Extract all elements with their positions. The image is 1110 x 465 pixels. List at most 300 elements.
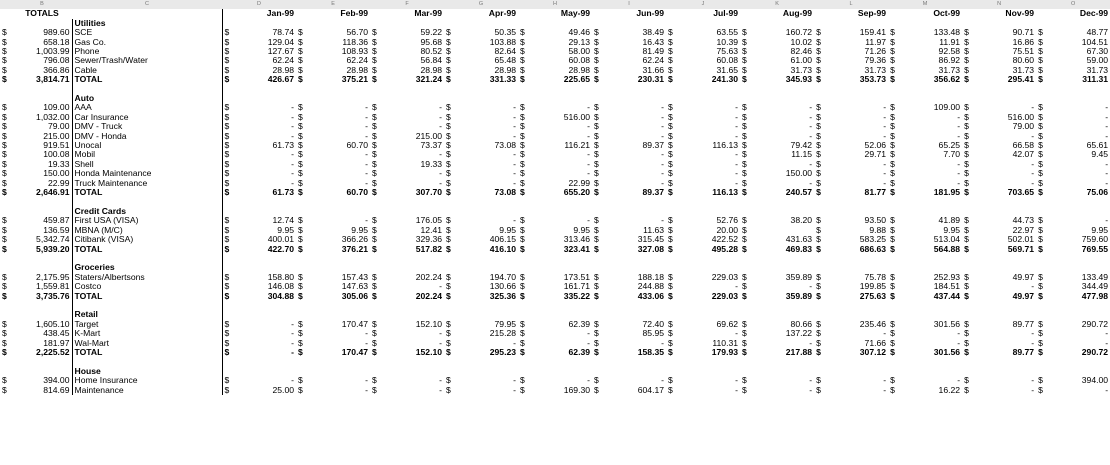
row-label-cell[interactable]: Target xyxy=(72,320,222,329)
month-value-cell[interactable]: 31.73 xyxy=(864,64,887,75)
month-value-cell[interactable]: - xyxy=(1105,177,1109,188)
month-value-cell[interactable]: - xyxy=(661,102,665,113)
month-value-cell[interactable]: 71.66 xyxy=(864,337,887,348)
month-value-cell[interactable]: - xyxy=(513,111,517,122)
month-value-cell[interactable]: - xyxy=(661,130,665,141)
month-value-cell[interactable]: - xyxy=(735,281,739,292)
month-value-cell[interactable]: 49.97 xyxy=(1012,271,1035,282)
month-value-cell[interactable]: - xyxy=(365,337,369,348)
row-total-cell[interactable]: 22.99 xyxy=(12,179,72,188)
month-value-cell[interactable]: 158.80 xyxy=(267,271,295,282)
month-value-cell[interactable]: - xyxy=(513,158,517,169)
month-value-cell[interactable]: 72.40 xyxy=(642,318,665,329)
month-value-cell[interactable]: 759.60 xyxy=(1081,234,1109,245)
month-value-cell[interactable]: 252.93 xyxy=(933,271,961,282)
month-value-cell[interactable]: 290.72 xyxy=(1081,318,1109,329)
month-value-cell[interactable]: 229.03 xyxy=(711,271,739,282)
month-value-cell[interactable]: 10.39 xyxy=(716,36,739,47)
month-value-cell[interactable]: - xyxy=(365,375,369,386)
month-value-cell[interactable]: 181.95 xyxy=(933,187,961,198)
row-total-cell[interactable]: 989.60 xyxy=(12,28,72,37)
month-value-cell[interactable]: 63.55 xyxy=(716,27,739,38)
month-value-cell[interactable]: - xyxy=(513,149,517,160)
month-value-cell[interactable]: - xyxy=(1105,328,1109,339)
month-value-cell[interactable]: 75.78 xyxy=(864,271,887,282)
month-value-cell[interactable]: 28.98 xyxy=(346,64,369,75)
month-value-cell[interactable]: - xyxy=(809,177,813,188)
month-value-cell[interactable]: 301.56 xyxy=(933,346,961,357)
month-value-cell[interactable]: - xyxy=(809,384,813,395)
month-value-cell[interactable]: - xyxy=(513,375,517,386)
row-label-cell[interactable]: Home Insurance xyxy=(72,376,222,385)
month-value-cell[interactable]: 109.00 xyxy=(933,102,961,113)
column-header-k[interactable]: K xyxy=(740,0,814,9)
month-value-cell[interactable]: 25.00 xyxy=(272,384,295,395)
month-value-cell[interactable]: - xyxy=(291,375,295,386)
month-value-cell[interactable]: 225.65 xyxy=(563,74,591,85)
month-value-cell[interactable]: 12.41 xyxy=(420,224,443,235)
month-value-cell[interactable]: 359.89 xyxy=(785,271,813,282)
month-value-cell[interactable]: 9.95 xyxy=(499,224,517,235)
month-value-cell[interactable]: 28.98 xyxy=(420,64,443,75)
month-value-cell[interactable]: - xyxy=(365,121,369,132)
month-value-cell[interactable]: 81.49 xyxy=(642,46,665,57)
month-value-cell[interactable]: - xyxy=(291,337,295,348)
month-value-cell[interactable]: 426.67 xyxy=(267,74,295,85)
month-value-cell[interactable]: 325.36 xyxy=(489,290,517,301)
month-value-cell[interactable]: - xyxy=(365,384,369,395)
month-value-cell[interactable]: - xyxy=(513,177,517,188)
month-header-8[interactable]: Sep-99 xyxy=(857,8,887,19)
row-total-cell[interactable]: 19.33 xyxy=(12,160,72,169)
month-value-cell[interactable]: - xyxy=(365,111,369,122)
month-value-cell[interactable]: - xyxy=(735,384,739,395)
month-value-cell[interactable]: 89.77 xyxy=(1012,346,1035,357)
month-value-cell[interactable]: 38.49 xyxy=(642,27,665,38)
month-value-cell[interactable]: 304.88 xyxy=(267,290,295,301)
month-value-cell[interactable]: 79.95 xyxy=(494,318,517,329)
month-value-cell[interactable]: - xyxy=(661,375,665,386)
month-value-cell[interactable]: 437.44 xyxy=(933,290,961,301)
month-value-cell[interactable]: 769.55 xyxy=(1081,243,1109,254)
month-value-cell[interactable]: 422.52 xyxy=(711,234,739,245)
month-value-cell[interactable]: - xyxy=(957,168,961,179)
month-value-cell[interactable]: 80.52 xyxy=(420,46,443,57)
month-value-cell[interactable]: 16.22 xyxy=(938,384,961,395)
month-value-cell[interactable]: 323.41 xyxy=(563,243,591,254)
month-value-cell[interactable]: - xyxy=(587,168,591,179)
month-value-cell[interactable]: 315.45 xyxy=(637,234,665,245)
row-total-cell[interactable]: 181.97 xyxy=(12,339,72,348)
month-value-cell[interactable]: 29.13 xyxy=(568,36,591,47)
row-total-cell[interactable]: 3,735.76 xyxy=(12,292,72,301)
month-value-cell[interactable]: 116.21 xyxy=(564,140,591,151)
month-value-cell[interactable]: 108.93 xyxy=(341,46,369,57)
month-value-cell[interactable]: 61.73 xyxy=(272,140,295,151)
row-total-cell[interactable]: 2,646.91 xyxy=(12,188,72,197)
month-value-cell[interactable]: 19.33 xyxy=(420,158,443,169)
month-value-cell[interactable]: 73.08 xyxy=(494,187,517,198)
column-header-b[interactable]: B xyxy=(12,0,72,9)
month-value-cell[interactable]: 62.24 xyxy=(272,55,295,66)
month-value-cell[interactable]: - xyxy=(587,149,591,160)
month-value-cell[interactable]: 583.25 xyxy=(859,234,887,245)
month-value-cell[interactable]: - xyxy=(735,168,739,179)
month-value-cell[interactable]: - xyxy=(735,130,739,141)
month-value-cell[interactable]: 604.17 xyxy=(637,384,665,395)
row-label-cell[interactable]: Citibank (VISA) xyxy=(72,235,222,244)
month-value-cell[interactable]: 67.30 xyxy=(1086,46,1109,57)
month-value-cell[interactable]: 81.77 xyxy=(864,187,887,198)
month-value-cell[interactable]: - xyxy=(291,102,295,113)
row-total-cell[interactable]: 2,225.52 xyxy=(12,348,72,357)
month-value-cell[interactable]: 433.06 xyxy=(637,290,665,301)
month-value-cell[interactable]: 147.63 xyxy=(341,281,369,292)
row-total-cell[interactable]: 1,559.81 xyxy=(12,282,72,291)
month-value-cell[interactable]: - xyxy=(957,375,961,386)
month-value-cell[interactable]: 71.26 xyxy=(864,46,887,57)
month-value-cell[interactable]: 376.21 xyxy=(341,243,369,254)
month-value-cell[interactable]: - xyxy=(735,177,739,188)
month-value-cell[interactable]: - xyxy=(291,158,295,169)
month-value-cell[interactable]: 80.66 xyxy=(790,318,813,329)
month-value-cell[interactable]: 90.71 xyxy=(1012,27,1035,38)
row-label-cell[interactable]: DMV - Honda xyxy=(72,132,222,141)
month-value-cell[interactable]: - xyxy=(957,328,961,339)
month-value-cell[interactable]: - xyxy=(1105,337,1109,348)
row-total-cell[interactable]: 658.18 xyxy=(12,38,72,47)
month-value-cell[interactable]: 406.15 xyxy=(489,234,517,245)
month-value-cell[interactable]: 66.58 xyxy=(1012,140,1035,151)
month-value-cell[interactable]: 116.13 xyxy=(712,140,739,151)
section-title[interactable]: Groceries xyxy=(72,263,222,272)
month-value-cell[interactable]: 69.62 xyxy=(716,318,739,329)
month-value-cell[interactable]: 359.89 xyxy=(785,290,813,301)
month-value-cell[interactable]: - xyxy=(661,168,665,179)
row-label-cell[interactable]: Shell xyxy=(72,160,222,169)
month-value-cell[interactable]: - xyxy=(661,337,665,348)
month-value-cell[interactable]: 38.20 xyxy=(790,215,813,226)
month-value-cell[interactable]: 75.63 xyxy=(716,46,739,57)
month-value-cell[interactable]: 12.74 xyxy=(272,215,295,226)
row-total-cell[interactable]: 5,342.74 xyxy=(12,235,72,244)
month-value-cell[interactable]: 16.43 xyxy=(642,36,665,47)
month-value-cell[interactable]: - xyxy=(587,375,591,386)
month-value-cell[interactable]: 7.70 xyxy=(943,149,961,160)
month-value-cell[interactable]: - xyxy=(291,130,295,141)
month-value-cell[interactable]: 160.72 xyxy=(785,27,813,38)
month-value-cell[interactable]: - xyxy=(735,121,739,132)
month-value-cell[interactable]: - xyxy=(513,384,517,395)
month-value-cell[interactable]: 215.00 xyxy=(415,130,443,141)
cell[interactable] xyxy=(12,254,72,263)
month-value-cell[interactable]: - xyxy=(291,149,295,160)
month-value-cell[interactable]: 60.70 xyxy=(346,140,369,151)
row-total-cell[interactable]: 3,814.71 xyxy=(12,75,72,84)
month-value-cell[interactable]: - xyxy=(439,177,443,188)
month-value-cell[interactable]: - xyxy=(1105,111,1109,122)
column-header-h[interactable]: H xyxy=(518,0,592,9)
month-value-cell[interactable]: 65.48 xyxy=(494,55,517,66)
row-label-cell[interactable]: Mobil xyxy=(72,150,222,159)
month-value-cell[interactable]: 564.88 xyxy=(933,243,961,254)
month-value-cell[interactable]: 477.98 xyxy=(1081,290,1109,301)
month-value-cell[interactable]: - xyxy=(1105,130,1109,141)
row-total-cell[interactable]: 79.00 xyxy=(12,122,72,131)
month-value-cell[interactable]: 44.73 xyxy=(1012,215,1035,226)
month-value-cell[interactable]: - xyxy=(1105,384,1109,395)
row-total-cell[interactable]: 1,605.10 xyxy=(12,320,72,329)
month-value-cell[interactable]: 62.39 xyxy=(568,346,591,357)
section-title[interactable]: House xyxy=(72,367,222,376)
month-value-cell[interactable]: 22.99 xyxy=(568,177,591,188)
month-value-cell[interactable]: 22.97 xyxy=(1012,224,1035,235)
row-total-cell[interactable]: 2,175.95 xyxy=(12,273,72,282)
month-value-cell[interactable]: 313.46 xyxy=(563,234,591,245)
totals-header[interactable]: TOTALS xyxy=(25,8,59,19)
month-value-cell[interactable]: 50.35 xyxy=(494,27,517,38)
month-value-cell[interactable]: - xyxy=(1031,177,1035,188)
month-header-4[interactable]: May-99 xyxy=(560,8,591,19)
month-value-cell[interactable]: - xyxy=(957,177,961,188)
month-value-cell[interactable]: 52.06 xyxy=(864,140,887,151)
row-total-cell[interactable]: 136.59 xyxy=(12,226,72,235)
row-total-cell[interactable]: 814.69 xyxy=(12,386,72,395)
month-value-cell[interactable]: 469.83 xyxy=(785,243,813,254)
month-value-cell[interactable]: - xyxy=(1031,130,1035,141)
month-value-cell[interactable]: 133.48 xyxy=(933,27,961,38)
month-value-cell[interactable]: 28.98 xyxy=(272,64,295,75)
column-header-m[interactable]: M xyxy=(888,0,962,9)
month-value-cell[interactable]: 89.37 xyxy=(642,140,665,151)
month-value-cell[interactable]: 495.28 xyxy=(711,243,739,254)
month-header-6[interactable]: Jul-99 xyxy=(713,8,739,19)
row-total-cell[interactable]: 366.86 xyxy=(12,66,72,75)
month-value-cell[interactable]: 400.01 xyxy=(267,234,295,245)
row-label-cell[interactable]: K-Mart xyxy=(72,329,222,338)
month-value-cell[interactable]: - xyxy=(1031,158,1035,169)
month-value-cell[interactable]: - xyxy=(735,111,739,122)
month-value-cell[interactable]: 31.66 xyxy=(642,64,665,75)
month-value-cell[interactable]: - xyxy=(291,168,295,179)
month-value-cell[interactable]: 85.95 xyxy=(642,328,665,339)
month-value-cell[interactable]: 335.22 xyxy=(563,290,591,301)
month-value-cell[interactable]: - xyxy=(1105,102,1109,113)
month-value-cell[interactable]: 230.31 xyxy=(637,74,665,85)
month-value-cell[interactable]: 11.63 xyxy=(643,224,665,235)
month-value-cell[interactable]: - xyxy=(809,121,813,132)
month-value-cell[interactable]: - xyxy=(883,168,887,179)
month-value-cell[interactable]: - xyxy=(291,328,295,339)
month-header-2[interactable]: Mar-99 xyxy=(414,8,443,19)
month-value-cell[interactable]: - xyxy=(735,328,739,339)
month-value-cell[interactable]: - xyxy=(365,158,369,169)
month-value-cell[interactable]: - xyxy=(735,375,739,386)
column-header-o[interactable]: O xyxy=(1036,0,1110,9)
month-value-cell[interactable]: 516.00 xyxy=(563,111,591,122)
month-value-cell[interactable]: 73.37 xyxy=(420,140,443,151)
month-value-cell[interactable]: 82.46 xyxy=(790,46,813,57)
month-value-cell[interactable]: 169.30 xyxy=(563,384,591,395)
month-value-cell[interactable]: - xyxy=(439,281,443,292)
month-value-cell[interactable]: 75.06 xyxy=(1086,187,1109,198)
column-header-c[interactable]: C xyxy=(72,0,222,9)
month-value-cell[interactable]: - xyxy=(587,158,591,169)
month-value-cell[interactable]: - xyxy=(291,318,295,329)
month-value-cell[interactable]: 10.02 xyxy=(790,36,813,47)
month-value-cell[interactable]: - xyxy=(957,130,961,141)
month-value-cell[interactable]: 31.73 xyxy=(790,64,813,75)
month-value-cell[interactable]: 49.46 xyxy=(568,27,591,38)
month-value-cell[interactable]: - xyxy=(513,337,517,348)
month-value-cell[interactable]: 89.37 xyxy=(642,187,665,198)
month-value-cell[interactable]: - xyxy=(883,130,887,141)
cell[interactable] xyxy=(12,357,72,366)
month-value-cell[interactable]: 130.66 xyxy=(489,281,517,292)
cell[interactable] xyxy=(12,198,72,207)
month-value-cell[interactable]: 73.08 xyxy=(494,140,517,151)
month-value-cell[interactable]: 215.28 xyxy=(489,328,517,339)
month-header-10[interactable]: Nov-99 xyxy=(1005,8,1035,19)
column-header-i[interactable]: I xyxy=(592,0,666,9)
month-value-cell[interactable]: 170.47 xyxy=(341,318,369,329)
month-value-cell[interactable]: - xyxy=(1105,215,1109,226)
month-header-5[interactable]: Jun-99 xyxy=(636,8,665,19)
month-value-cell[interactable]: - xyxy=(1031,102,1035,113)
month-header-3[interactable]: Apr-99 xyxy=(488,8,517,19)
month-value-cell[interactable]: - xyxy=(439,168,443,179)
month-value-cell[interactable]: - xyxy=(1105,158,1109,169)
month-value-cell[interactable]: 275.63 xyxy=(859,290,887,301)
row-label-cell[interactable]: Costco xyxy=(72,282,222,291)
month-value-cell[interactable]: 345.93 xyxy=(785,74,813,85)
month-value-cell[interactable]: 502.01 xyxy=(1007,234,1035,245)
month-value-cell[interactable]: - xyxy=(587,328,591,339)
month-value-cell[interactable]: - xyxy=(513,215,517,226)
month-value-cell[interactable]: 65.25 xyxy=(938,140,961,151)
month-value-cell[interactable]: - xyxy=(809,102,813,113)
month-value-cell[interactable]: 58.00 xyxy=(568,46,591,57)
month-value-cell[interactable]: 431.63 xyxy=(785,234,813,245)
month-value-cell[interactable]: - xyxy=(365,215,369,226)
month-value-cell[interactable]: 56.84 xyxy=(420,55,443,66)
month-value-cell[interactable]: 158.35 xyxy=(637,346,665,357)
month-value-cell[interactable]: - xyxy=(1031,281,1035,292)
column-header-f[interactable]: F xyxy=(370,0,444,9)
month-value-cell[interactable]: 9.95 xyxy=(1091,224,1109,235)
month-value-cell[interactable]: 240.57 xyxy=(785,187,813,198)
month-value-cell[interactable]: 9.95 xyxy=(351,224,369,235)
month-value-cell[interactable]: 104.51 xyxy=(1081,36,1109,47)
month-value-cell[interactable]: - xyxy=(439,337,443,348)
column-header-l[interactable]: L xyxy=(814,0,888,9)
month-value-cell[interactable]: - xyxy=(513,168,517,179)
column-header-n[interactable]: N xyxy=(962,0,1036,9)
month-header-7[interactable]: Aug-99 xyxy=(782,8,813,19)
month-header-9[interactable]: Oct-99 xyxy=(933,8,961,19)
month-value-cell[interactable]: 307.70 xyxy=(415,187,443,198)
month-value-cell[interactable]: 422.70 xyxy=(267,243,295,254)
month-value-cell[interactable]: - xyxy=(291,346,295,357)
month-value-cell[interactable]: - xyxy=(809,158,813,169)
month-value-cell[interactable]: - xyxy=(883,121,887,132)
month-value-cell[interactable]: 41.89 xyxy=(938,215,961,226)
row-label-cell[interactable]: Honda Maintenance xyxy=(72,169,222,178)
month-value-cell[interactable]: 170.47 xyxy=(341,346,369,357)
row-label-cell[interactable]: Phone xyxy=(72,47,222,56)
month-value-cell[interactable]: - xyxy=(883,158,887,169)
month-value-cell[interactable]: 80.60 xyxy=(1012,55,1035,66)
month-value-cell[interactable]: 513.04 xyxy=(933,234,961,245)
month-value-cell[interactable]: 118.36 xyxy=(342,36,369,47)
month-value-cell[interactable]: - xyxy=(439,102,443,113)
month-value-cell[interactable]: 516.00 xyxy=(1007,111,1035,122)
month-value-cell[interactable]: 199.85 xyxy=(859,281,887,292)
row-label-cell[interactable]: SCE xyxy=(72,28,222,37)
month-value-cell[interactable]: - xyxy=(439,111,443,122)
month-value-cell[interactable]: 157.43 xyxy=(341,271,369,282)
month-value-cell[interactable]: 62.39 xyxy=(568,318,591,329)
month-value-cell[interactable]: 327.08 xyxy=(637,243,665,254)
cell[interactable] xyxy=(72,85,222,94)
month-value-cell[interactable]: 20.00 xyxy=(716,224,739,235)
month-value-cell[interactable]: 127.67 xyxy=(267,46,295,57)
month-value-cell[interactable]: - xyxy=(957,337,961,348)
month-value-cell[interactable]: 82.64 xyxy=(494,46,517,57)
month-value-cell[interactable]: 152.10 xyxy=(415,318,443,329)
month-value-cell[interactable]: 110.31 xyxy=(712,337,739,348)
month-value-cell[interactable]: - xyxy=(661,158,665,169)
month-value-cell[interactable]: 159.41 xyxy=(859,27,887,38)
month-value-cell[interactable]: - xyxy=(587,215,591,226)
month-value-cell[interactable]: 329.36 xyxy=(415,234,443,245)
month-value-cell[interactable]: 9.45 xyxy=(1091,149,1109,160)
month-header-1[interactable]: Feb-99 xyxy=(340,8,369,19)
month-value-cell[interactable]: - xyxy=(661,149,665,160)
month-value-cell[interactable]: - xyxy=(587,337,591,348)
row-total-cell[interactable]: 215.00 xyxy=(12,132,72,141)
month-value-cell[interactable]: 42.07 xyxy=(1012,149,1035,160)
month-value-cell[interactable]: - xyxy=(365,177,369,188)
month-value-cell[interactable]: - xyxy=(1105,168,1109,179)
month-value-cell[interactable]: 331.33 xyxy=(489,74,517,85)
month-value-cell[interactable]: 301.56 xyxy=(933,318,961,329)
month-value-cell[interactable]: 366.26 xyxy=(341,234,369,245)
month-value-cell[interactable]: - xyxy=(365,328,369,339)
month-value-cell[interactable]: - xyxy=(661,177,665,188)
month-value-cell[interactable]: 311.31 xyxy=(1082,74,1109,85)
row-total-cell[interactable]: 1,003.99 xyxy=(12,47,72,56)
month-value-cell[interactable]: 161.71 xyxy=(563,281,591,292)
month-value-cell[interactable]: - xyxy=(365,168,369,179)
month-value-cell[interactable]: 394.00 xyxy=(1081,375,1109,386)
month-value-cell[interactable]: 137.22 xyxy=(785,328,813,339)
month-value-cell[interactable]: 152.10 xyxy=(415,346,443,357)
month-header-0[interactable]: Jan-99 xyxy=(266,8,295,19)
column-header-d[interactable]: D xyxy=(222,0,296,9)
month-value-cell[interactable]: 416.10 xyxy=(489,243,517,254)
month-value-cell[interactable]: - xyxy=(439,375,443,386)
row-label-cell[interactable]: TOTAL xyxy=(72,75,222,84)
month-value-cell[interactable]: - xyxy=(883,375,887,386)
cell[interactable] xyxy=(12,301,72,310)
month-value-cell[interactable]: 173.51 xyxy=(563,271,591,282)
month-value-cell[interactable]: - xyxy=(661,215,665,226)
row-label-cell[interactable]: Cable xyxy=(72,66,222,75)
month-value-cell[interactable]: 59.00 xyxy=(1086,55,1109,66)
month-value-cell[interactable]: - xyxy=(883,111,887,122)
month-value-cell[interactable]: 295.23 xyxy=(489,346,517,357)
